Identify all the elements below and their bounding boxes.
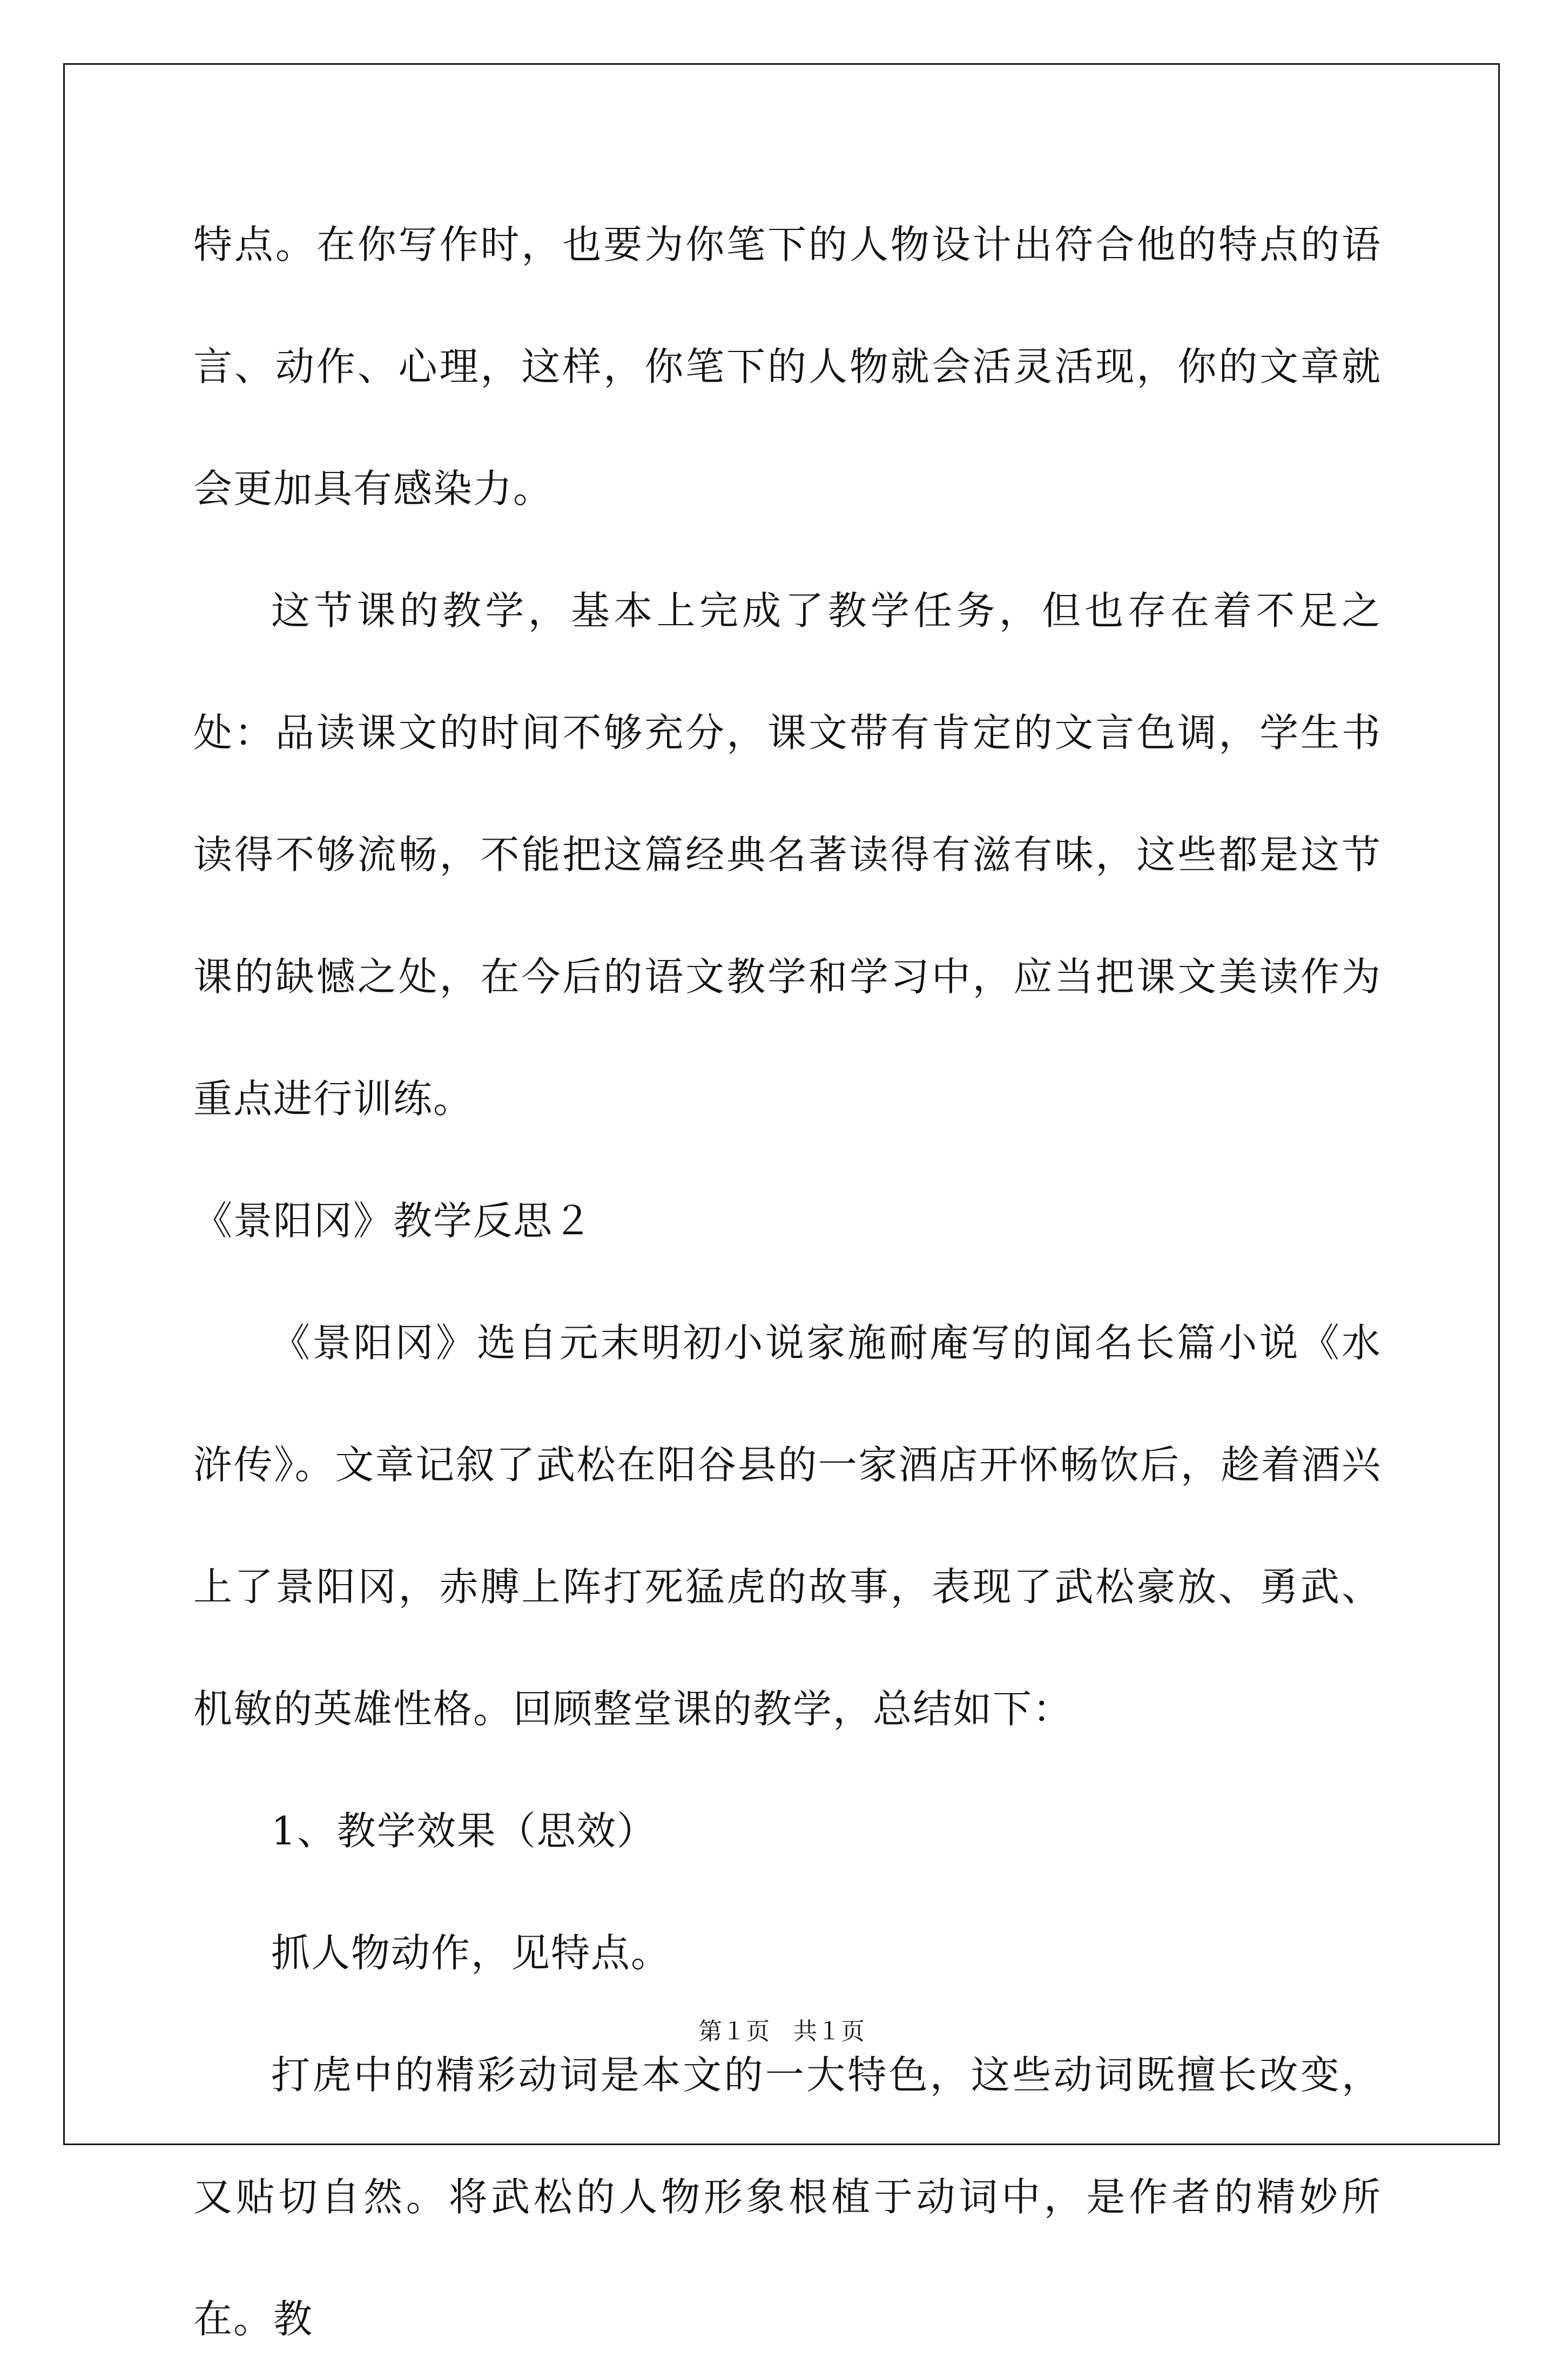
paragraph: 打虎中的精彩动词是本文的一大特色，这些动词既擅长改变，又贴切自然。将武松的人物形象根植于动词中，是作者的精妙所在。教 [193, 2052, 1382, 2342]
paragraph: 这节课的教学，基本上完成了教学任务，但也存在着不足之处：品读课文的时间不够充分，课文带有肯定的文言色调，学生书读得不够流畅，不能把这篇经典名著读得有滋有味，这些都是这节课的缺憾之处，在今后的语文教学和学习中，应当把课文美读作为重点进行训练。 [193, 588, 1382, 1121]
list-heading: 1、教学效果（思效） [271, 1808, 657, 1854]
page-number-footer: 第１页 共１页 [698, 2018, 865, 2045]
paragraph: 《景阳冈》选自元末明初小说家施耐庵写的闻名长篇小说《水浒传》。文章记叙了武松在阳谷县的一家酒店开怀畅饮后，趁着酒兴上了景阳冈，赤膊上阵打死猛虎的故事，表现了武松豪放、勇武、机敏的英雄性格。回顾整堂课的教学，总结如下： [193, 1320, 1382, 1732]
section-heading: 《景阳冈》教学反思２ [193, 1198, 594, 1243]
paragraph: 特点。在你写作时，也要为你笔下的人物设计出符合他的特点的语言、动作、心理，这样，你笔下的人物就会活灵活现，你的文章就会更加具有感染力。 [193, 222, 1382, 511]
document-body [193, 184, 1382, 2380]
paragraph: 抓人物动作，见特点。 [271, 1930, 671, 1976]
